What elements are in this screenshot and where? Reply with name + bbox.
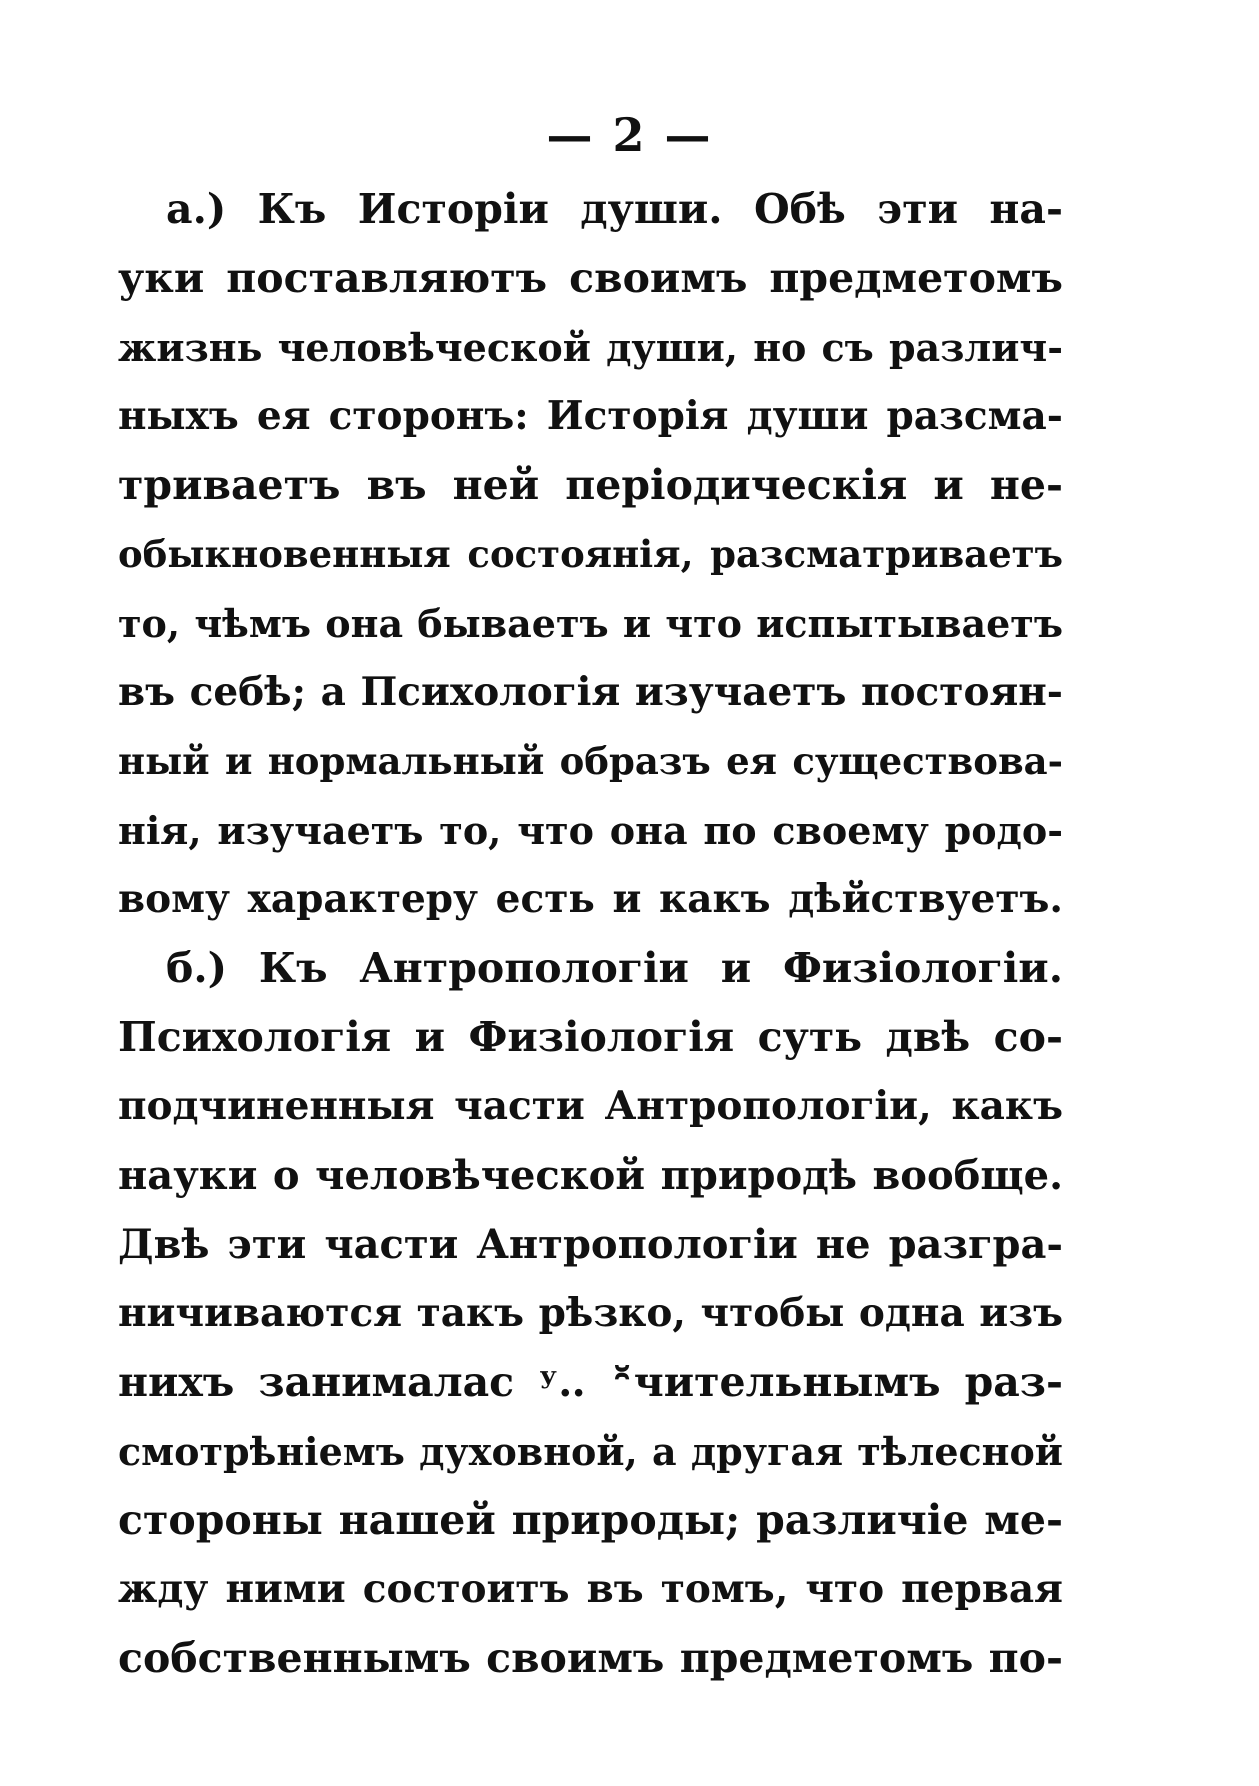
text-line: Психологія и Физіологія суть двѣ со- bbox=[118, 1013, 1063, 1061]
text-line: триваетъ въ ней періодическія и не- bbox=[118, 461, 1063, 509]
text-line: подчиненныя части Антропологіи, какъ bbox=[118, 1083, 1063, 1129]
text-line: нихъ занималас ʸ‥ ꭛чительнымъ раз- bbox=[118, 1358, 1063, 1406]
body-text bbox=[118, 175, 1063, 1693]
text-line: а.) Къ Исторіи души. Обѣ эти на- bbox=[166, 185, 1063, 233]
text-line: жду ними состоитъ въ томъ, что первая bbox=[118, 1566, 1063, 1612]
text-line: Двѣ эти части Антропологіи не разгра- bbox=[118, 1221, 1063, 1268]
text-line: стороны нашей природы; различіе ме- bbox=[118, 1496, 1063, 1544]
page-number: — 2 — bbox=[546, 108, 713, 162]
text-line: то, чѣмъ она бываетъ и что испытываетъ bbox=[118, 601, 1063, 646]
text-line: смотрѣніемъ духовной, а другая тѣлесной bbox=[118, 1429, 1063, 1474]
text-line: уки поставляютъ своимъ предметомъ bbox=[118, 254, 1063, 302]
text-line: собственнымъ своимъ предметомъ по- bbox=[118, 1634, 1063, 1682]
text-line: жизнь человѣческой души, но съ различ- bbox=[118, 325, 1063, 370]
text-line: нія, изучаетъ то, что она по своему родо- bbox=[118, 808, 1063, 853]
text-line: обыкновенныя состоянія, разсматриваетъ bbox=[118, 532, 1063, 576]
text-line: въ себѣ; а Психологія изучаетъ постоян- bbox=[118, 669, 1063, 715]
text-line: вому характеру есть и какъ дѣйствуетъ. bbox=[118, 876, 1063, 922]
text-line: ный и нормальный образъ ея существова- bbox=[118, 739, 1063, 783]
text-line: науки о человѣческой природѣ вообще. bbox=[118, 1152, 1063, 1199]
text-line: б.) Къ Антропологіи и Физіологіи. bbox=[166, 944, 1063, 992]
text-line: ничиваются такъ рѣзко, чтобы одна изъ bbox=[118, 1290, 1063, 1336]
text-line: ныхъ ея сторонъ: Исторія души разсма- bbox=[118, 393, 1063, 439]
